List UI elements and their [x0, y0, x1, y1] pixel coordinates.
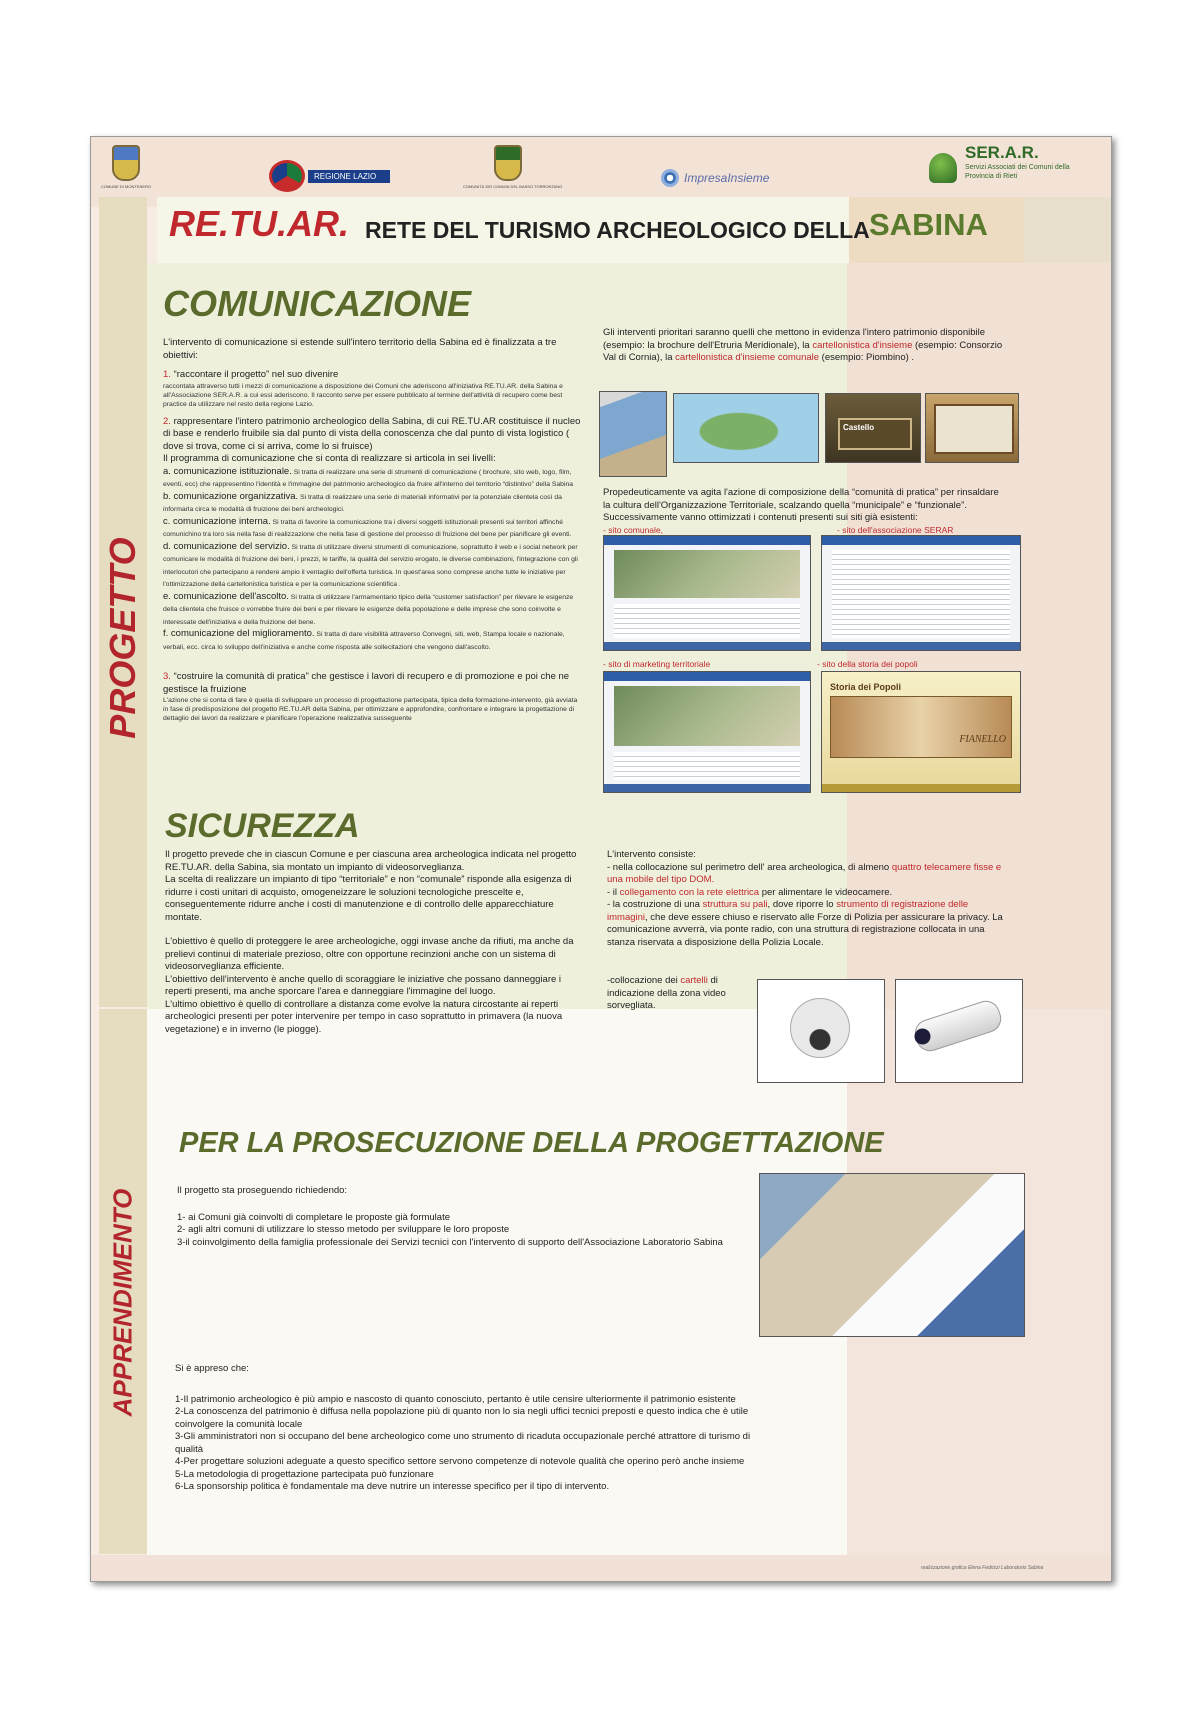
footer-credit: realizzazione grafica Elena Fedrizzi Laboratorio Sabina [921, 1565, 1044, 1571]
town-board-image [925, 393, 1019, 463]
heading-prosecuzione: PER LA PROSECUZIONE DELLA PROGETTAZIONE [179, 1127, 884, 1159]
level-a [163, 466, 583, 491]
serar-sub1: Servizi Associati dei Comuni della [965, 164, 1070, 171]
right1-highlight-d: cartellonistica d'insieme comunale [675, 352, 820, 363]
map-signboard-image [673, 393, 819, 463]
sicurezza-r2c: per alimentare le videocamere. [759, 886, 893, 898]
right1-text-c: (esempio: Consorzio Val di Cornia), la [603, 339, 1003, 363]
side-label-apprendimento: APPRENDIMENTO [107, 1188, 138, 1417]
right1-highlight-b: cartellonistica d'insieme [812, 339, 913, 351]
sito-marketing-screenshot [603, 671, 811, 793]
fianello-text: FIANELLO [959, 734, 1006, 745]
prosecuzione-text [177, 1185, 737, 1249]
sicurezza-r1b: quattro telecamere fisse e una mobile del tipo DOM. [607, 861, 1002, 885]
appreso-item-2: 2-La conoscenza del patrimonio è diffusa nella popolazione più di quanto non lo sia negli uffici tecnici preposti e questo indica che è utile coinvolgere la comunità locale [175, 1406, 749, 1430]
sicurezza-r3d: strumento di registrazione delle immagini [607, 899, 969, 923]
sicurezza-r-intro: L'intervento consiste: [607, 849, 696, 860]
point-2-title: rappresentare l'intero patrimonio archeologico della Sabina, di cui RE.TU.AR costituisce il nucleo di base e renderlo fruibile sia dal punto di vista della conoscenza che dal punto di vista logistico ( dove si trova, come ci si arriva, come lo si fruisce) [163, 415, 581, 452]
title-sabina: SABINA [869, 207, 988, 242]
sicurezza-left-text [165, 849, 583, 1036]
prosecuzione-intro: Il progetto sta proseguendo richiedendo: [177, 1185, 348, 1196]
sign-panel [838, 418, 912, 450]
comunita-logo [463, 145, 563, 195]
side-label-progetto: PROGETTO [102, 537, 143, 739]
serar-logo [921, 141, 1111, 203]
sicurezza-r3e: , che deve essere chiuso e riservato alle Forze di Polizia per assicurare la privacy. La comunicazione avverrà, via ponte radio, con una struttura di registrazione collocata in una stanza riservata a disposizione della Polizia Locale. [607, 911, 1003, 948]
level-c-detail: Si tratta di favorire la comunicazione tra i diversi soggetti istituzionali presenti sui territori affinché comunichino tra loro sia nella fase di realizzazione che nella fase di gestione del processo di fruizione del bene per pianificare gli eventi. [163, 518, 572, 538]
sicurezza-r4c: di indicazione della zona video sorvegliata. [607, 975, 726, 1011]
level-a-title: a. comunicazione istituzionale. [163, 465, 292, 477]
sicurezza-l1: Il progetto prevede che in ciascun Comune e per ciascuna area archeologica indicata nel progetto RE.TU.AR. della Sabina, sia montato un impianto di videosorveglianza. [165, 849, 577, 873]
appreso-item-5: 5-La metodologia di progettazione partecipata può funzionare [175, 1468, 434, 1480]
sito-storia-screenshot [821, 671, 1021, 793]
caption-marketing: - sito di marketing territoriale [603, 659, 711, 669]
level-c-title: c. comunicazione interna. [163, 515, 271, 527]
dome-camera-icon [790, 998, 850, 1058]
right-strip [1024, 197, 1111, 263]
serar-sub2: Provincia di Rieti [965, 173, 1018, 180]
sito-serar-screenshot [821, 535, 1021, 651]
level-b [163, 491, 583, 516]
sicurezza-l5: L'ultimo obiettivo è quello di controllare a distanza come evolve la natura circostante ai reperti archeologici presenti per poter intervenire per tempo in caso soprattutto in primavera (la nuova vegetazione) e in inverno (le piogge). [165, 998, 563, 1035]
sicurezza-right-text [607, 849, 1011, 949]
comunicazione-intro: L'intervento di comunicazione si estende sull'intero territorio della Sabina ed è finalizzata a tre obiettivi: [163, 337, 557, 361]
poster [90, 136, 1112, 1582]
title-rete: RETE DEL TURISMO ARCHEOLOGICO DELLA [365, 217, 870, 243]
crest-icon [112, 145, 140, 181]
caption-storia: - sito della storia dei popoli [817, 659, 918, 669]
bullet-camera-icon [911, 997, 1005, 1055]
dome-camera-image [757, 979, 885, 1083]
brochure-image [599, 391, 667, 477]
sicurezza-r4b: cartelli [680, 975, 708, 986]
level-d-detail: Si tratta di utilizzare diversi strumenti di comunicazione, soprattutto il web e i social network per comunicare le modalità di fruizione dei beni, i prezzi, le tariffe, la qualità del servizio erogato, le diverse combinazioni, l'integrazione con gli interlocutori che partecipano a rendere ampio il ventaglio dell'offerta turistica. In quest'area sono comprese anche tutte le iniziative per l'ottimizzazione della cartellonistica turistica e per la comunicazione scientifica . [163, 543, 578, 588]
point-1-detail: raccontata attraverso tutti i mezzi di comunicazione a disposizione dei Comuni che aderiscono all'iniziativa RE.TU.AR. della Sabina e all'Associazione SER.A.R. a cui essi aderiscono. Il racconto serve per essere pubblicato al termine dell'attività di recupero come best practice da utilizzare nel resto della regione Lazio. [163, 382, 563, 408]
appreso-item-3: 3-Gli amministratori non si occupano del bene archeologico come uno strumento di ricaduta occupazionale perché attrattore di turismo di qualità [175, 1431, 751, 1455]
comunita-crest-icon [494, 145, 522, 181]
level-e-title: e. comunicazione dell'ascolto. [163, 590, 289, 602]
point-3-title: “costruire la comunità di pratica” che gestisce i lavori di recupero e di promozione e poi che ne gestisce la fruizione [163, 671, 570, 695]
prosecuzione-item-3: 3-il coinvolgimento della famiglia professionale dei Servizi tecnici con l'intervento di supporto dell'Associazione Laboratorio Sabina [177, 1236, 723, 1248]
sicurezza-cartelli-text [607, 975, 743, 1013]
comune-logo [101, 145, 151, 195]
appreso-intro: Si è appreso che: [175, 1363, 249, 1374]
level-d-title: d. comunicazione del servizio. [163, 540, 290, 552]
tree-icon [929, 153, 957, 183]
sicurezza-r3b: struttura su pali [702, 899, 768, 910]
right1-text-e: (esempio: Piombino) . [819, 352, 915, 363]
storia-hero-image [830, 696, 1012, 758]
comune-logo-label: COMUNE DI MONTENERO [101, 184, 151, 189]
appreso-item-1: 1-Il patrimonio archeologico è più ampio e nascosto di quanto conosciuto, pertanto è utile censire ulteriormente il patrimonio esistente [175, 1393, 736, 1405]
bullet-camera-image [895, 979, 1023, 1083]
appreso-item-4: 4-Per progettare soluzioni adeguate a questo specifico settore servono competenze di notevole qualità che operino però anche insieme [175, 1456, 745, 1467]
appreso-item-6: 6-La sponsorship politica è fondamentale ma deve nutrire un interesse specifico per il tipo di intervento. [175, 1481, 610, 1492]
sicurezza-l3: L'obiettivo è quello di proteggere le aree archeologiche, oggi invase anche da rifiuti, ma anche da prelievi continui di materiale prezioso, oltre con opportune recinzioni anche con un sistema di videosorveglianza efficiente. [165, 936, 574, 972]
board-panel [934, 404, 1014, 454]
title-retuar: RE.TU.AR. [169, 203, 349, 244]
level-f-title: f. comunicazione del miglioramento. [163, 628, 315, 639]
level-f [163, 628, 583, 653]
sign-text: Castello [843, 423, 875, 432]
point-1-number: 1. [163, 369, 171, 380]
level-e [163, 591, 583, 629]
impresa-insieme-logo [661, 153, 769, 203]
level-a-detail: Si tratta di realizzare una serie di strumenti di comunicazione ( brochure, sito web, logo, film, eventi, ecc) che rappresentino l'identità e l'immagine del patrimonio archeologico da fruire all'interno del territorio “distintivo” della Sabina [163, 468, 574, 488]
level-b-title: b. comunicazione organizzativa. [163, 490, 299, 502]
sicurezza-r2a: - il [607, 886, 620, 898]
sicurezza-r1a: - nella collocazione sul perimetro dell' area archeologica, di almeno [607, 861, 892, 873]
point-1-title: “raccontare il progetto” nel suo divenire [170, 369, 339, 380]
level-c [163, 516, 583, 541]
comunicazione-left-text [163, 337, 583, 723]
appreso-text [175, 1363, 755, 1494]
sicurezza-l4: L'obiettivo dell'intervento è anche quello di scoraggiare le iniziative che possano danneggiare i reperti presenti, ma anche sporcare l'area e danneggiare l'immagine del luogo. [165, 973, 562, 997]
prosecuzione-item-2: 2- agli altri comuni di utilizzare lo stesso metodo per sviluppare le loro proposte [177, 1224, 510, 1235]
regione-lazio-label: REGIONE LAZIO [308, 170, 390, 183]
level-b-detail: Si tratta di realizzare una serie di materiali informativi per la potenziale clientela così da informarla circa le modalità di fruizione dei beni archeologici. [163, 493, 562, 513]
caption-sito-comunale: - sito comunale, [603, 525, 663, 535]
serar-title: SER.A.R. [965, 143, 1039, 162]
comunicazione-right-text-2: Propedeuticamente va agita l'azione di composizione della “comunità di pratica” per rinsaldare la cultura dell'Organizzazione Territoriale, scalzando quella “municipale” e “funzionale”. Successivamente vanno ottimizzati i contenuti presenti sui siti già esistenti: [603, 487, 999, 523]
level-d [163, 541, 583, 591]
level-e-detail: Si tratta di utilizzare l'armamentario tipico della “customer satisfaction” per rilevare le esigenze della clientela che fruisce o vorrebbe fruire dei beni e per rilevare le esigenze della popolazione e delle imprese che sono coinvolte e interessate dell'iniziativa e della fruizione del bene. [163, 593, 574, 626]
impresa-flower-icon [661, 169, 679, 187]
caption-sito-serar: - sito dell'associazione SERAR [837, 525, 954, 535]
sicurezza-l2: La scelta di realizzare un impianto di tipo “territoriale” e non “comunale” risponde alla esigenza di ridurre i costi unitari di acquisto, omogeneizzare le soluzioni tecnologiche prescelte e, conseguentemente ridurre anche i costi di manutenzione e di controllo delle apparecchiature montate. [165, 874, 572, 923]
point-2-number: 2. [163, 415, 171, 427]
sito-comunale-screenshot [603, 535, 811, 651]
comunita-logo-label: COMUNITÀ DEI COMUNI DEL BASSO TORRONTANO [463, 184, 563, 189]
regione-lazio-emblem-icon [269, 160, 305, 192]
sicurezza-r2b: collegamento con la rete elettrica [619, 886, 760, 898]
prosecuzione-item-1: 1- ai Comuni già coinvolti di completare le proposte già formulate [177, 1211, 450, 1223]
heading-comunicazione: COMUNICAZIONE [163, 283, 471, 324]
regione-lazio-logo [269, 151, 390, 201]
meeting-photo [759, 1173, 1025, 1337]
impresa-insieme-label: ImpresaInsieme [684, 171, 770, 185]
level-f-detail: Si tratta di dare visibilità attraverso Convegni, siti, web, Stampa locale e nazionale, verbali, ecc. circa lo sviluppo dell'iniziativa e anche come risposta alle sollecitazioni che vengono dall'ascolto. [163, 631, 565, 651]
right1-text-a: Gli interventi prioritari saranno quelli che mettono in evidenza l'intero patrimonio disponibile (esempio: la brochure dell'Etruria Meridionale), la [603, 327, 986, 351]
point-3-detail: L'azione che si conta di fare è quella di sviluppare un processo di progettazione partecipata, tipica della formazione-intervento, già avviata in fase di predisposizione del progetto RE.TU.AR della Sabina, per ottimizzare e approfondire, confrontare e integrare la progettazione di dettaglio dei lavori da realizzare e pianificare l'operazione realizzativa susseguente [163, 697, 578, 722]
sicurezza-r3c: , dove riporre lo [767, 899, 837, 910]
sicurezza-r4a: -collocazione dei [607, 975, 681, 986]
comunicazione-right-text-1 [603, 327, 1003, 365]
point-3-number: 3. [163, 671, 171, 682]
sicurezza-r3a: - la costruzione di una [607, 899, 703, 910]
point-2-levels-intro: Il programma di comunicazione che si conta di realizzare si articola in sei livelli: [163, 453, 496, 464]
storia-banner: Storia dei Popoli [830, 682, 902, 692]
castello-sign-image [825, 393, 921, 463]
heading-sicurezza: SICUREZZA [165, 807, 360, 845]
